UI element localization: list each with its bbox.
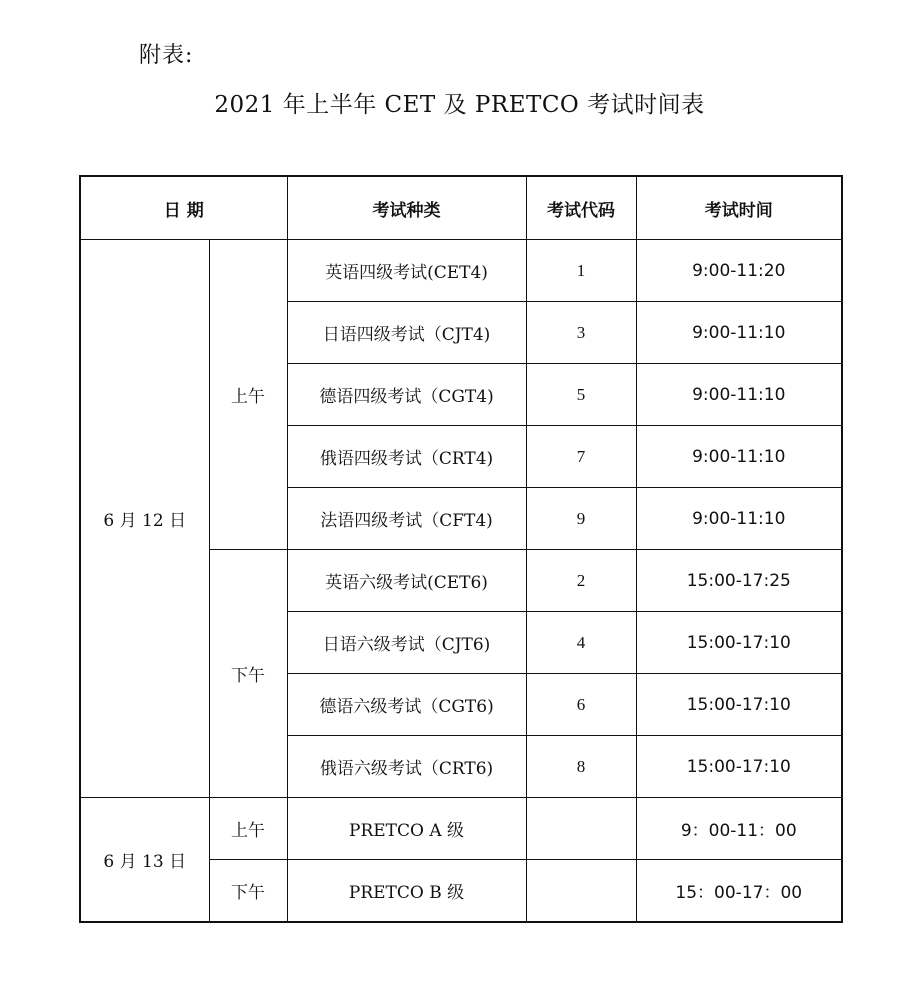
header-date: 日 期 [80, 176, 287, 240]
header-exam-type: 考试种类 [287, 176, 526, 240]
exam-name-cell: 英语六级考试(CET6) [287, 550, 526, 612]
exam-time-cell: 9:00-11:10 [636, 364, 842, 426]
exam-code-cell: 2 [526, 550, 636, 612]
exam-code-cell: 6 [526, 674, 636, 736]
header-exam-code: 考试代码 [526, 176, 636, 240]
exam-time-cell: 9:00-11:20 [636, 240, 842, 302]
exam-name-cell: PRETCO A 级 [287, 798, 526, 860]
exam-name-cell: 日语六级考试（CJT6) [287, 612, 526, 674]
exam-name-cell: 日语四级考试（CJT4) [287, 302, 526, 364]
exam-name-cell: 德语六级考试（CGT6) [287, 674, 526, 736]
period-cell: 下午 [209, 550, 287, 798]
exam-code-cell [526, 860, 636, 923]
exam-code-cell: 4 [526, 612, 636, 674]
table-row [80, 240, 842, 302]
exam-code-cell: 8 [526, 736, 636, 798]
exam-code-cell: 7 [526, 426, 636, 488]
exam-time-cell: 9：00-11：00 [636, 798, 842, 860]
annex-label: 附表: [139, 43, 194, 68]
exam-schedule-table [79, 175, 843, 923]
table-row [80, 798, 842, 860]
exam-name-cell: 俄语六级考试（CRT6) [287, 736, 526, 798]
exam-time-cell: 15:00-17:25 [636, 550, 842, 612]
exam-name-cell: 德语四级考试（CGT4) [287, 364, 526, 426]
exam-name-cell: 法语四级考试（CFT4) [287, 488, 526, 550]
header-row [80, 176, 842, 240]
exam-time-cell: 15：00-17：00 [636, 860, 842, 923]
date-cell: 6 月 12 日 [80, 240, 209, 798]
exam-time-cell: 9:00-11:10 [636, 426, 842, 488]
exam-name-cell: PRETCO B 级 [287, 860, 526, 923]
exam-name-cell: 俄语四级考试（CRT4) [287, 426, 526, 488]
exam-time-cell: 15:00-17:10 [636, 612, 842, 674]
exam-time-cell: 15:00-17:10 [636, 674, 842, 736]
date-cell: 6 月 13 日 [80, 798, 209, 923]
exam-code-cell: 1 [526, 240, 636, 302]
exam-code-cell: 9 [526, 488, 636, 550]
exam-name-cell: 英语四级考试(CET4) [287, 240, 526, 302]
period-cell: 上午 [209, 798, 287, 860]
document-title: 2021 年上半年 CET 及 PRETCO 考试时间表 [214, 92, 705, 118]
period-cell: 上午 [209, 240, 287, 550]
table-body [80, 240, 842, 923]
exam-code-cell: 3 [526, 302, 636, 364]
exam-time-cell: 9:00-11:10 [636, 488, 842, 550]
exam-time-cell: 15:00-17:10 [636, 736, 842, 798]
exam-code-cell [526, 798, 636, 860]
period-cell: 下午 [209, 860, 287, 923]
header-exam-time: 考试时间 [636, 176, 842, 240]
exam-code-cell: 5 [526, 364, 636, 426]
exam-time-cell: 9:00-11:10 [636, 302, 842, 364]
